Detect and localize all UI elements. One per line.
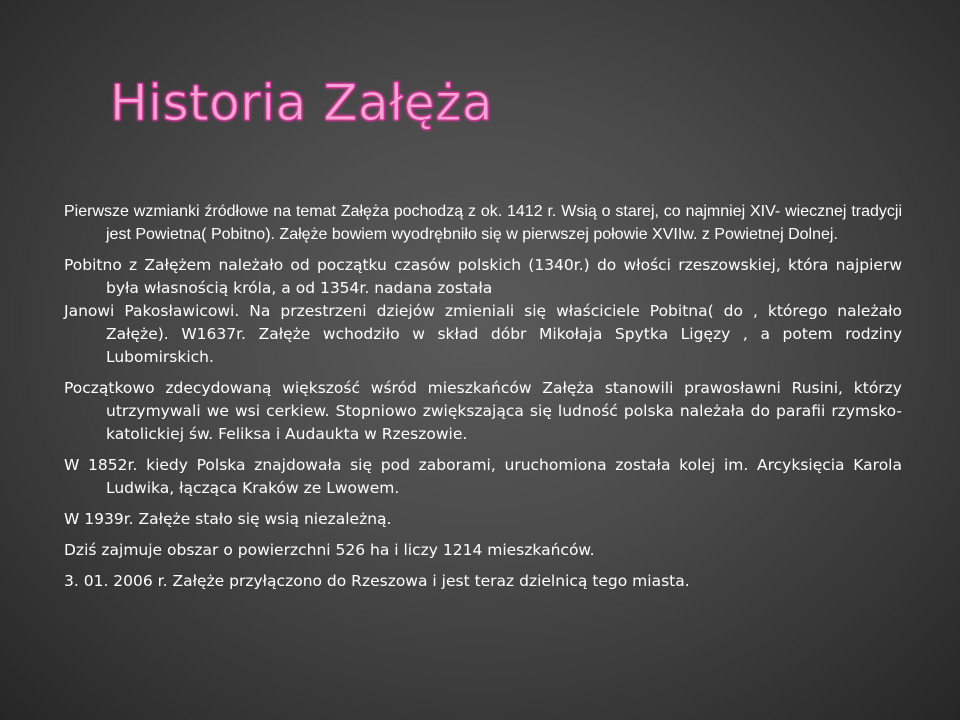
- paragraph-4: Początkowo zdecydowaną większość wśród mieszkańców Załęża stanowili prawosławni Rusini, którzy utrzymywali we wsi cerkiew. Stopniowo zwiększająca się ludność polska należała do parafii rzymsko-katolickiej św. Feliksa i Audaukta w Rzeszowie.: [64, 379, 902, 443]
- slide-title: Historia Załęża: [110, 74, 493, 132]
- paragraph-8: 3. 01. 2006 r. Załęże przyłączono do Rzeszowa i jest teraz dzielnicą tego miasta.: [64, 572, 690, 590]
- paragraph-7: Dziś zajmuje obszar o powierzchni 526 ha i liczy 1214 mieszkańców.: [64, 541, 595, 559]
- paragraph-3: Janowi Pakosławicowi. Na przestrzeni dziejów zmieniali się właściciele Pobitna( do , którego należało Załęże). W1637r. Załęże wchodziło w skład dóbr Mikołaja Spytka Ligęzy , a potem rodziny Lubomirskich.: [64, 302, 902, 366]
- paragraph-5: W 1852r. kiedy Polska znajdowała się pod zaborami, uruchomiona została kolej im. Arcyksięcia Karola Ludwika, łącząca Kraków ze Lwowem.: [64, 456, 902, 497]
- paragraph-2: Pobitno z Załężem należało od początku czasów polskich (1340r.) do włości rzeszowskiej, która najpierw była własnością króla, a od 1354r. nadana została: [64, 256, 902, 297]
- slide-body: [64, 200, 902, 601]
- paragraph-6: W 1939r. Załęże stało się wsią niezależną.: [64, 510, 392, 528]
- paragraph-1: Pierwsze wzmianki źródłowe na temat Załęża pochodzą z ok. 1412 r. Wsią o starej, co najmniej XIV- wiecznej tradycji jest Powietna( Pobitno). Załęże bowiem wyodrębniło się w pierwszej połowie XVIIw. z Powietnej Dolnej.: [64, 203, 902, 243]
